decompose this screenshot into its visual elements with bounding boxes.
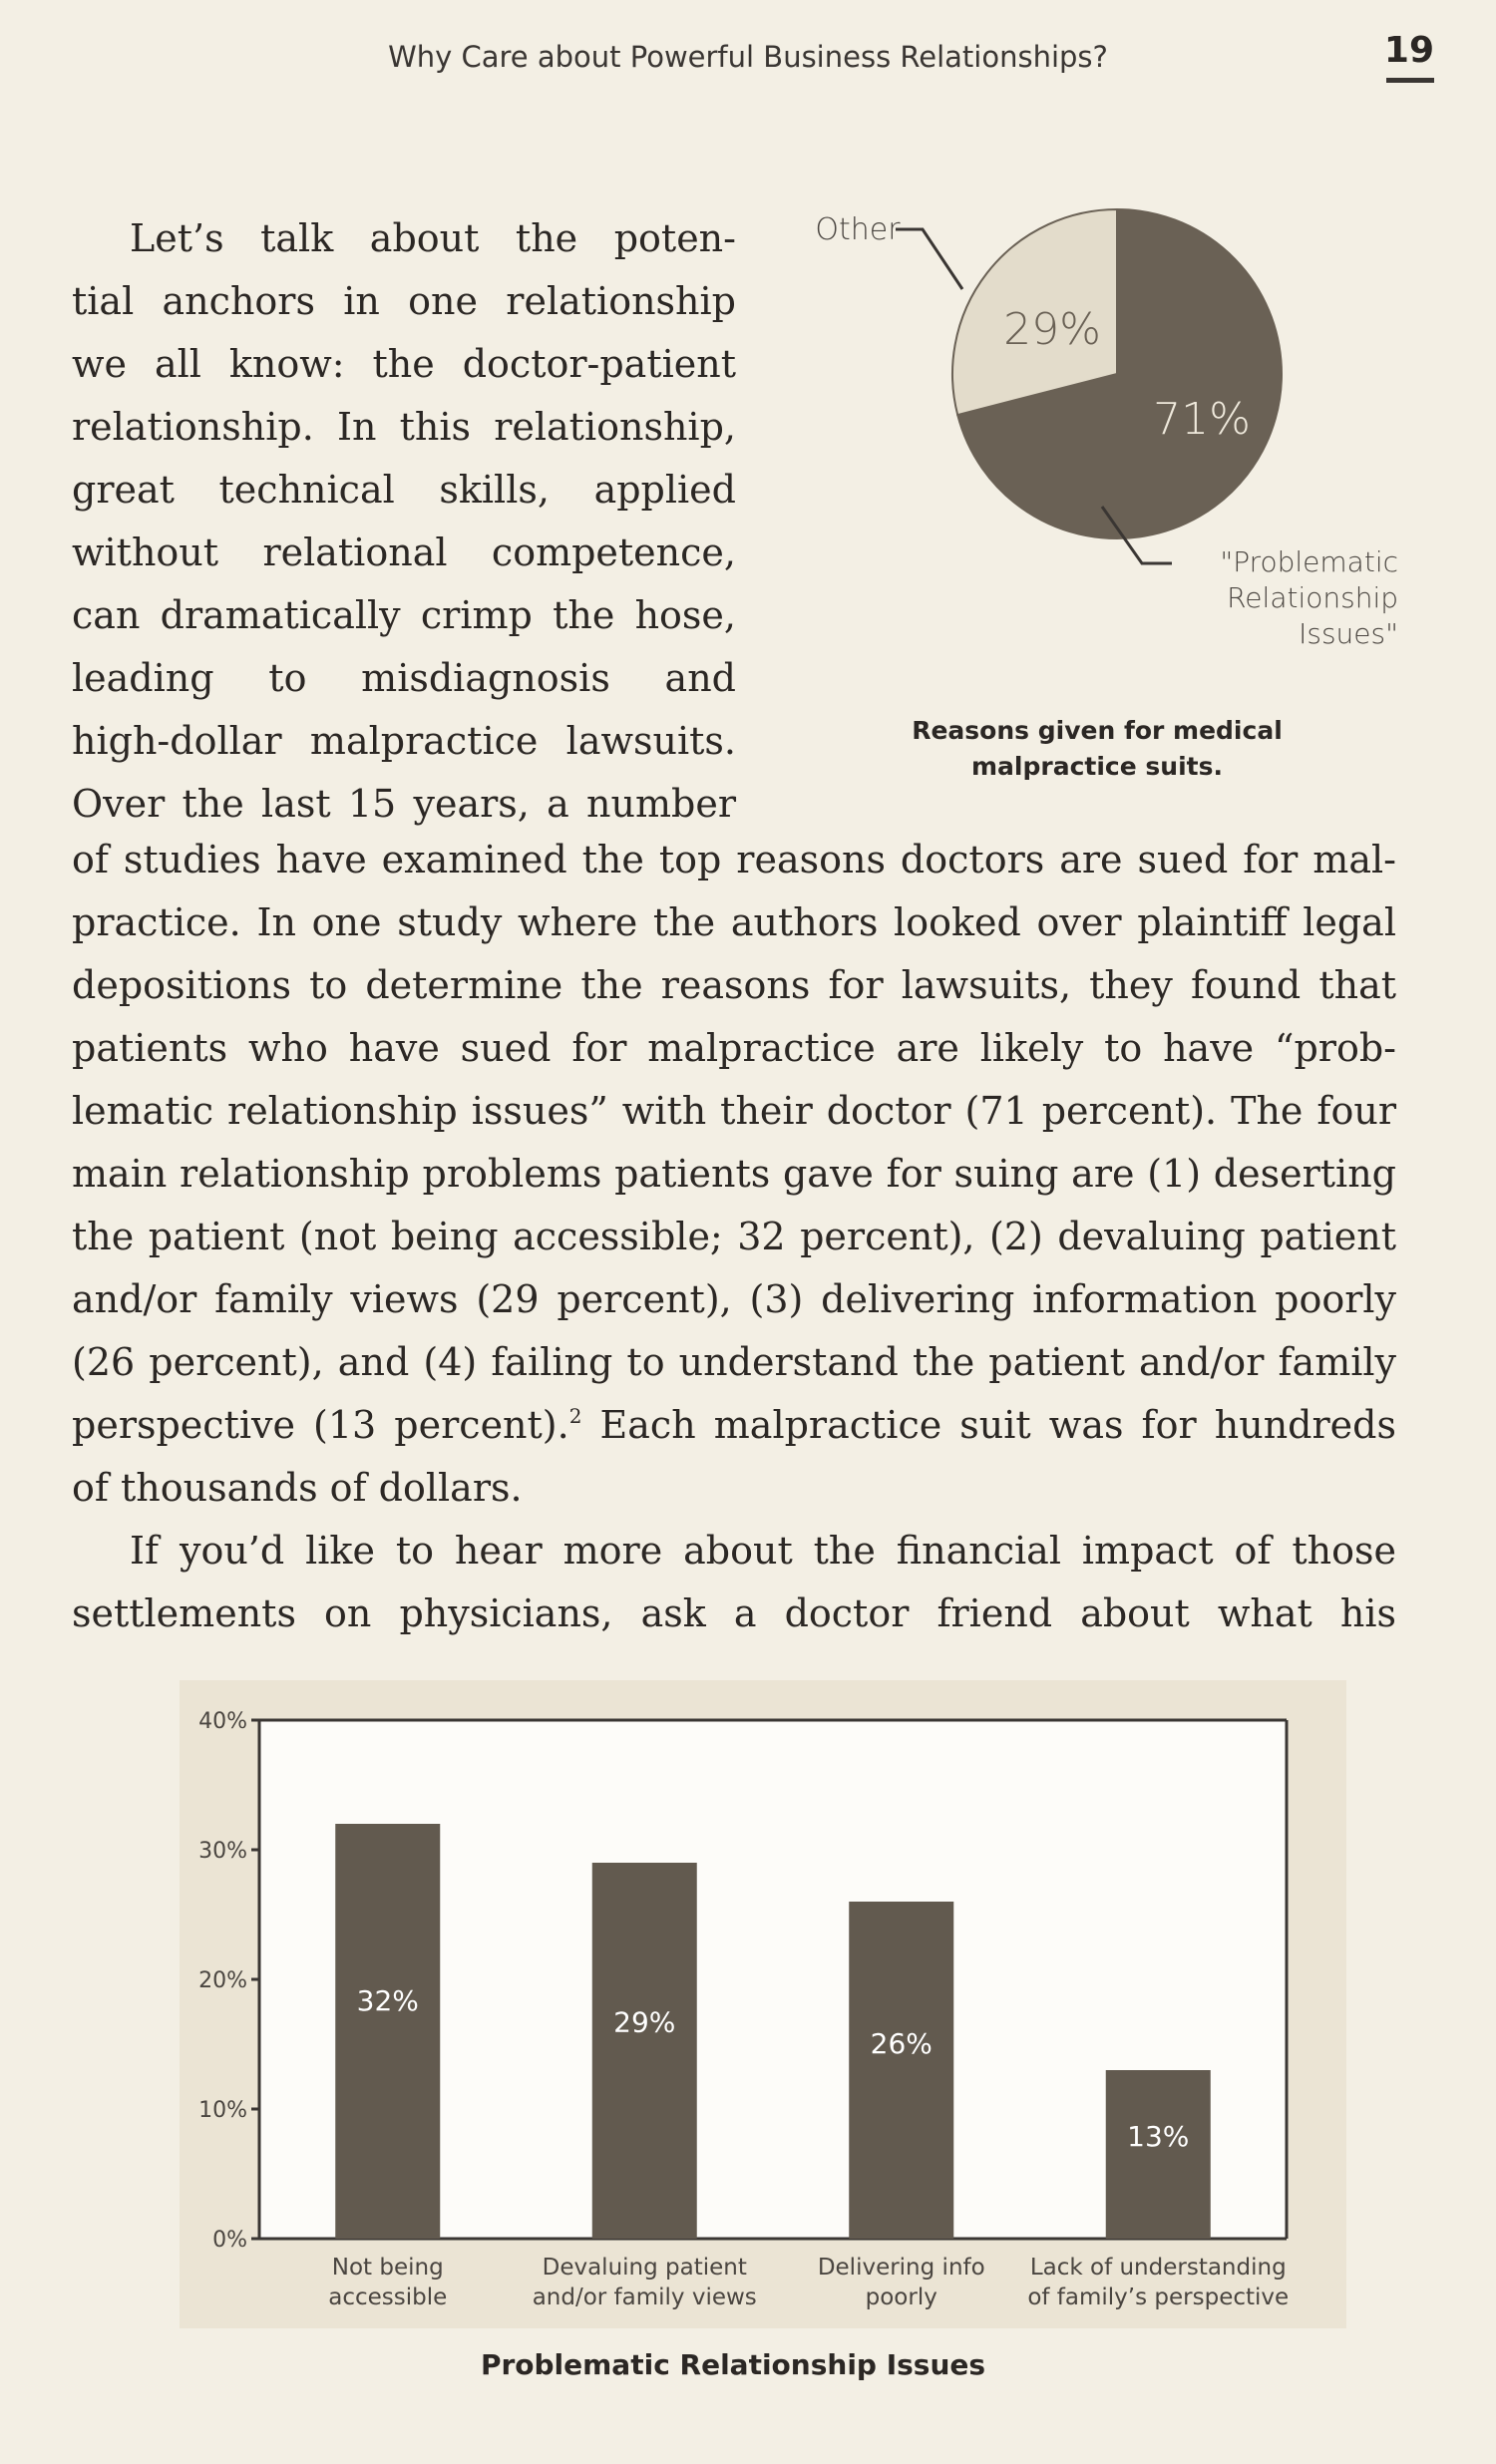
bar-data-label: 26% [870, 2027, 933, 2061]
bar [849, 1902, 953, 2239]
pie-leader-other [896, 229, 962, 289]
x-category-label-line: Not being [331, 2255, 444, 2281]
text-line: main relationship problems patients gave for suing are (1) deserting [72, 1152, 1396, 1196]
bar-data-label: 29% [613, 2005, 676, 2039]
pie-label-other: 29% [1003, 304, 1101, 355]
pie-chart [798, 194, 1436, 713]
bar [1106, 2070, 1211, 2239]
text-segment: perspective (13 percent). [72, 1403, 569, 1447]
y-tick-label: 20% [198, 1968, 247, 1993]
running-head: Why Care about Powerful Business Relationships? [388, 40, 1108, 74]
pie-chart-figure [798, 194, 1436, 793]
footnote-reference: 2 [568, 1404, 582, 1428]
pie-label-problematic: 71% [1153, 394, 1251, 445]
pie-callout-line: Relationship [1227, 581, 1398, 614]
pie-callout-other: Other [815, 212, 901, 247]
text-line: depositions to determine the reasons for lawsuits, they found that [72, 963, 1396, 1007]
x-category-label-line: poorly [865, 2285, 937, 2310]
x-category-label-line: Delivering info [817, 2255, 985, 2281]
text-line: patients who have sued for malpractice are likely to have “prob- [72, 1026, 1396, 1070]
x-category-label-line: Devaluing patient [542, 2255, 747, 2281]
text-line: leading to misdiagnosis and [72, 656, 736, 700]
y-tick-label: 30% [198, 1839, 247, 1864]
text-line: we all know: the doctor-patient [72, 342, 736, 386]
page-number: 19 [1383, 30, 1434, 71]
pie-callout-line: Issues" [1299, 617, 1398, 650]
y-tick-label: 40% [198, 1709, 247, 1734]
text-line: can dramatically crimp the hose, [72, 593, 736, 637]
text-line: of studies have examined the top reasons doctors are sued for mal- [72, 838, 1396, 881]
text-line: relationship. In this relationship, [72, 405, 736, 449]
pie-caption: Reasons given for medical malpractice suits. [912, 716, 1283, 781]
bar [592, 1863, 697, 2239]
pie-callout-problematic [1220, 545, 1398, 650]
x-category-label-line: accessible [328, 2285, 448, 2310]
text-line: the patient (not being accessible; 32 percent), (2) devaluing patient [72, 1215, 1396, 1258]
text-line: of thousands of dollars. [72, 1466, 523, 1510]
text-line: high-dollar malpractice lawsuits. [72, 719, 736, 763]
bar [335, 1824, 440, 2239]
text-line: settlements on physicians, ask a doctor friend about what his [72, 1591, 1396, 1635]
y-tick-label: 0% [212, 2228, 247, 2253]
text-line: great technical skills, applied [72, 468, 736, 512]
x-category-label-line: of family’s perspective [1027, 2285, 1290, 2310]
bar-data-label: 13% [1127, 2120, 1190, 2154]
bar-data-label: 32% [356, 1984, 419, 2018]
text-line: (26 percent), and (4) failing to understand the patient and/or family [72, 1340, 1396, 1384]
x-category-label [328, 2255, 447, 2310]
full-width-text [72, 829, 1396, 1645]
text-line: Let’s talk about the poten- [130, 216, 736, 260]
text-segment: Each malpractice suit was for hundreds [581, 1403, 1396, 1447]
text-line: lematic relationship issues” with their doctor (71 percent). The four [72, 1089, 1396, 1133]
text-line: without relational competence, [72, 530, 736, 574]
bar-chart [180, 1680, 1346, 2328]
bar-chart-title: Problematic Relationship Issues [480, 2348, 986, 2381]
y-tick-label: 10% [198, 2098, 247, 2123]
x-category-label [1027, 2255, 1289, 2310]
bar-chart-figure [180, 1680, 1346, 2328]
x-category-label-line: Lack of understanding [1029, 2255, 1287, 2281]
text-line [72, 1394, 1396, 1457]
text-line: tial anchors in one relationship [72, 279, 736, 323]
wrapped-paragraph [72, 207, 736, 836]
text-line: practice. In one study where the authors looked over plaintiff legal [72, 900, 1396, 944]
text-line: If you’d like to hear more about the financial impact of those [130, 1529, 1396, 1573]
x-category-label [818, 2255, 985, 2310]
pie-callout-line: "Problematic [1220, 545, 1398, 578]
text-line: and/or family views (29 percent), (3) delivering information poorly [72, 1277, 1396, 1321]
x-category-label [533, 2255, 757, 2310]
x-category-label-line: and/or family views [532, 2285, 757, 2310]
text-line: Over the last 15 years, a number [72, 782, 736, 826]
page-number-rule [1386, 78, 1434, 83]
